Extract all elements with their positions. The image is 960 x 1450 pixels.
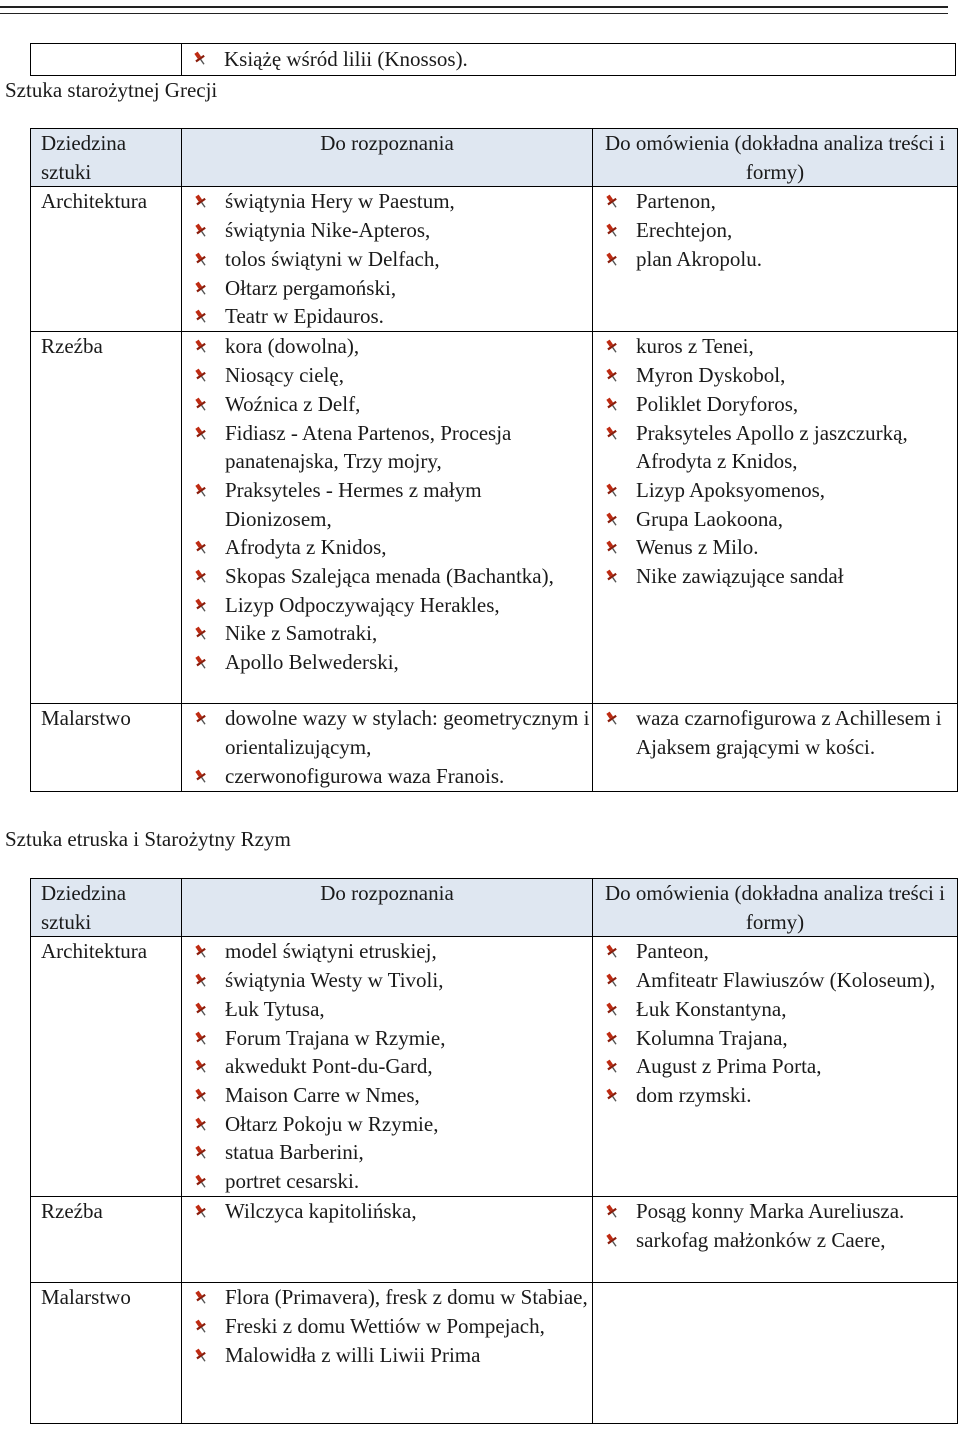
pushpin-icon <box>194 194 208 209</box>
list-item-text: Książę wśród lilii (Knossos). <box>224 47 468 71</box>
pushpin-icon <box>605 223 619 238</box>
list-item <box>194 302 592 331</box>
recognize-list <box>182 1197 592 1226</box>
list-item <box>194 1110 592 1139</box>
pushpin-icon <box>605 397 619 412</box>
pushpin-icon <box>605 1204 619 1219</box>
list-item <box>194 361 592 390</box>
list-item <box>194 1167 592 1196</box>
pushpin-icon <box>605 512 619 527</box>
list-item <box>605 505 957 534</box>
pushpin-icon <box>194 368 208 383</box>
list-item <box>194 1138 592 1167</box>
list-item <box>194 1341 592 1370</box>
list-item <box>194 762 592 791</box>
list-item <box>605 937 957 966</box>
recognize-list <box>182 704 592 790</box>
pushpin-icon <box>194 711 208 726</box>
list-item <box>194 533 592 562</box>
pushpin-icon <box>605 252 619 267</box>
list-item-text: Amfiteatr Flawiuszów (Koloseum), <box>636 968 936 993</box>
list-item-text: Fidiasz - Atena Partenos, Procesja panatenajska, Trzy mojry, <box>225 420 512 474</box>
pushpin-icon <box>194 252 208 267</box>
section-heading: Sztuka etruska i Starożytny Rzym <box>5 827 291 851</box>
recognize-list <box>182 1283 592 1369</box>
list-item <box>605 562 957 591</box>
pushpin-icon <box>194 426 208 441</box>
list-item-text: Freski z domu Wettiów w Pompejach, <box>225 1314 545 1339</box>
list-item-text: Niosący cielę, <box>225 363 344 388</box>
list-item-text: Ołtarz Pokoju w Rzymie, <box>225 1111 439 1136</box>
table-row <box>31 187 958 332</box>
list-item <box>194 476 592 533</box>
list-item <box>194 995 592 1024</box>
list-item <box>194 648 592 677</box>
list-item-text: Praksyteles - Hermes z małym Dionizosem, <box>225 477 482 531</box>
pushpin-icon <box>194 1348 208 1363</box>
discuss-cell <box>593 1283 958 1424</box>
list-item-text: statua Barberini, <box>225 1140 364 1165</box>
recognize-list <box>182 187 592 331</box>
domain-cell: Malarstwo <box>31 704 182 792</box>
pushpin-icon <box>194 1319 208 1334</box>
pushpin-icon <box>605 973 619 988</box>
list-item <box>194 1052 592 1081</box>
pushpin-icon <box>605 1059 619 1074</box>
pushpin-icon <box>605 711 619 726</box>
pushpin-icon <box>605 194 619 209</box>
header-domain: Dziedzina sztuki <box>31 879 182 937</box>
header-recognize: Do rozpoznania <box>182 879 593 937</box>
list-item-text: świątynia Westy w Tivoli, <box>225 968 444 993</box>
list-item-text: portret cesarski. <box>225 1169 360 1194</box>
list-item-text: Partenon, <box>636 189 716 214</box>
list-item <box>194 216 592 245</box>
pushpin-icon <box>194 1204 208 1219</box>
pushpin-icon <box>605 368 619 383</box>
pushpin-icon <box>194 1088 208 1103</box>
list-item <box>194 704 592 761</box>
list-item-text: Grupa Laokoona, <box>636 506 783 531</box>
list-item-text: Lizyp Apoksyomenos, <box>636 477 825 502</box>
list-item-text: Nike zawiązujące sandał <box>636 564 844 589</box>
list-item-text: Afrodyta z Knidos, <box>225 535 387 560</box>
pushpin-icon <box>194 944 208 959</box>
art-table-etruscan-rome <box>30 878 958 1424</box>
list-item <box>194 187 592 216</box>
pushpin-icon <box>605 1088 619 1103</box>
header-discuss: Do omówienia (dokładna analiza treści i formy) <box>593 879 958 937</box>
list-item-text: August z Prima Porta, <box>636 1054 822 1079</box>
list-item <box>605 1081 957 1110</box>
pushpin-icon <box>193 51 207 66</box>
list-item <box>605 187 957 216</box>
list-item-text: Erechtejon, <box>636 218 733 243</box>
list-item <box>194 274 592 303</box>
list-item <box>605 1052 957 1081</box>
domain-cell: Architektura <box>31 937 182 1197</box>
recognize-cell <box>182 937 593 1197</box>
domain-cell: Malarstwo <box>31 1283 182 1424</box>
pushpin-icon <box>605 1002 619 1017</box>
list-item <box>605 533 957 562</box>
table-row <box>31 1283 958 1424</box>
discuss-cell <box>593 937 958 1197</box>
list-item-text: Nike z Samotraki, <box>225 621 378 646</box>
list-item-text: Łuk Konstantyna, <box>636 996 787 1021</box>
table-header-row <box>31 879 958 937</box>
list-item-text: świątynia Nike-Apteros, <box>225 218 431 243</box>
list-item <box>194 1312 592 1341</box>
pushpin-icon <box>194 1002 208 1017</box>
list-item <box>605 361 957 390</box>
discuss-list <box>593 937 957 1109</box>
discuss-list <box>593 187 957 273</box>
list-item-text: tolos świątyni w Delfach, <box>225 246 440 271</box>
list-item <box>194 1081 592 1110</box>
list-item-text: Praksyteles Apollo z jaszczurką, Afrodyta z Knidos, <box>636 420 908 474</box>
list-item-text: waza czarnofigurowa z Achillesem i Ajaksem grającymi w kości. <box>636 706 942 760</box>
table-row <box>31 1197 958 1283</box>
list-item-text: kuros z Tenei, <box>636 334 754 359</box>
pushpin-icon <box>194 626 208 641</box>
list-item <box>193 45 468 73</box>
pushpin-icon <box>194 973 208 988</box>
pushpin-icon <box>194 483 208 498</box>
header-domain: Dziedzina sztuki <box>31 129 182 187</box>
domain-cell: Architektura <box>31 187 182 332</box>
header-discuss: Do omówienia (dokładna analiza treści i formy) <box>593 129 958 187</box>
list-item <box>194 591 592 620</box>
discuss-list <box>593 1197 957 1254</box>
list-item-text: Poliklet Doryforos, <box>636 391 799 416</box>
list-item-text: akwedukt Pont-du-Gard, <box>225 1054 433 1079</box>
discuss-cell <box>593 1197 958 1283</box>
list-item-text: dom rzymski. <box>636 1082 752 1107</box>
page-top-rule-thin <box>0 13 948 14</box>
list-item <box>194 245 592 274</box>
list-item-text: Malowidła z willi Liwii Prima <box>225 1342 481 1367</box>
list-item-text: Panteon, <box>636 939 709 964</box>
list-item-text: Łuk Tytusa, <box>225 996 325 1021</box>
table-header-row <box>31 129 958 187</box>
pushpin-icon <box>605 483 619 498</box>
pushpin-icon <box>194 1290 208 1305</box>
pushpin-icon <box>194 540 208 555</box>
list-item <box>605 245 957 274</box>
pushpin-icon <box>194 1031 208 1046</box>
list-item <box>194 619 592 648</box>
discuss-list <box>593 332 957 590</box>
art-table-greece <box>30 128 958 792</box>
pushpin-icon <box>194 769 208 784</box>
list-item <box>605 966 957 995</box>
pushpin-icon <box>194 1145 208 1160</box>
list-item-text: Maison Carre w Nmes, <box>225 1082 420 1107</box>
pushpin-icon <box>194 598 208 613</box>
recognize-list <box>182 332 592 676</box>
list-item <box>605 1197 957 1226</box>
discuss-list <box>593 704 957 761</box>
list-item <box>605 216 957 245</box>
table-row <box>31 704 958 792</box>
pushpin-icon <box>605 426 619 441</box>
table-row <box>31 937 958 1197</box>
list-item <box>194 966 592 995</box>
pushpin-icon <box>605 339 619 354</box>
list-item <box>605 390 957 419</box>
list-item-text: plan Akropolu. <box>636 246 762 271</box>
recognize-cell <box>182 1197 593 1283</box>
pushpin-icon <box>194 655 208 670</box>
discuss-cell <box>593 332 958 704</box>
pushpin-icon <box>194 1059 208 1074</box>
list-item-text: Woźnica z Delf, <box>225 391 361 416</box>
list-item <box>605 476 957 505</box>
recognize-list <box>182 937 592 1195</box>
list-item-text: Myron Dyskobol, <box>636 363 786 388</box>
recognize-cell <box>182 704 593 792</box>
table-row <box>31 332 958 704</box>
list-item <box>194 1024 592 1053</box>
list-item <box>194 937 592 966</box>
page-top-rule <box>0 6 948 8</box>
list-item-text: Lizyp Odpoczywający Herakles, <box>225 592 500 617</box>
list-item <box>194 390 592 419</box>
list-item-text: Forum Trajana w Rzymie, <box>225 1025 446 1050</box>
discuss-cell <box>593 187 958 332</box>
pushpin-icon <box>194 569 208 584</box>
domain-cell: Rzeźba <box>31 332 182 704</box>
list-item-text: czerwonofigurowa waza Franois. <box>225 763 505 788</box>
list-item <box>605 704 957 761</box>
list-item-text: Kolumna Trajana, <box>636 1025 788 1050</box>
list-item <box>194 1197 592 1226</box>
list-item <box>605 332 957 361</box>
list-item-text: kora (dowolna), <box>225 334 360 359</box>
recognize-cell <box>182 332 593 704</box>
pushpin-icon <box>194 397 208 412</box>
recognize-cell <box>182 187 593 332</box>
section-heading: Sztuka starożytnej Grecji <box>5 78 218 102</box>
pushpin-icon <box>194 1174 208 1189</box>
pushpin-icon <box>194 309 208 324</box>
list-item-text: sarkofag małżonków z Caere, <box>636 1228 886 1253</box>
list-item-text: Flora (Primavera), fresk z domu w Stabiae, <box>225 1285 588 1310</box>
pushpin-icon <box>605 1233 619 1248</box>
pushpin-icon <box>605 540 619 555</box>
list-item <box>605 995 957 1024</box>
pushpin-icon <box>605 944 619 959</box>
list-item <box>194 1283 592 1312</box>
list-item-text: Ołtarz pergamoński, <box>225 275 397 300</box>
pushpin-icon <box>605 1031 619 1046</box>
fragment-recognize-cell <box>181 43 956 76</box>
list-item <box>605 419 957 476</box>
list-item-text: świątynia Hery w Paestum, <box>225 189 455 214</box>
header-recognize: Do rozpoznania <box>182 129 593 187</box>
list-item-text: model świątyni etruskiej, <box>225 939 437 964</box>
pushpin-icon <box>194 339 208 354</box>
continued-table-fragment <box>30 43 956 76</box>
list-item-text: Wenus z Milo. <box>636 535 759 560</box>
fragment-domain-cell <box>30 43 182 76</box>
list-item-text: Skopas Szalejąca menada (Bachantka), <box>225 564 554 589</box>
list-item <box>605 1226 957 1255</box>
discuss-cell <box>593 704 958 792</box>
pushpin-icon <box>194 281 208 296</box>
list-item-text: Apollo Belwederski, <box>225 650 399 675</box>
list-item-text: Teatr w Epidauros. <box>225 304 384 329</box>
list-item <box>194 419 592 476</box>
list-item-text: dowolne wazy w stylach: geometrycznym i orientalizującym, <box>225 706 590 760</box>
list-item <box>605 1024 957 1053</box>
list-item <box>194 562 592 591</box>
pushpin-icon <box>605 569 619 584</box>
domain-cell: Rzeźba <box>31 1197 182 1283</box>
list-item-text: Wilczyca kapitolińska, <box>225 1199 417 1224</box>
pushpin-icon <box>194 1117 208 1132</box>
list-item-text: Posąg konny Marka Aureliusza. <box>636 1199 905 1224</box>
recognize-cell <box>182 1283 593 1424</box>
pushpin-icon <box>194 223 208 238</box>
list-item <box>194 332 592 361</box>
